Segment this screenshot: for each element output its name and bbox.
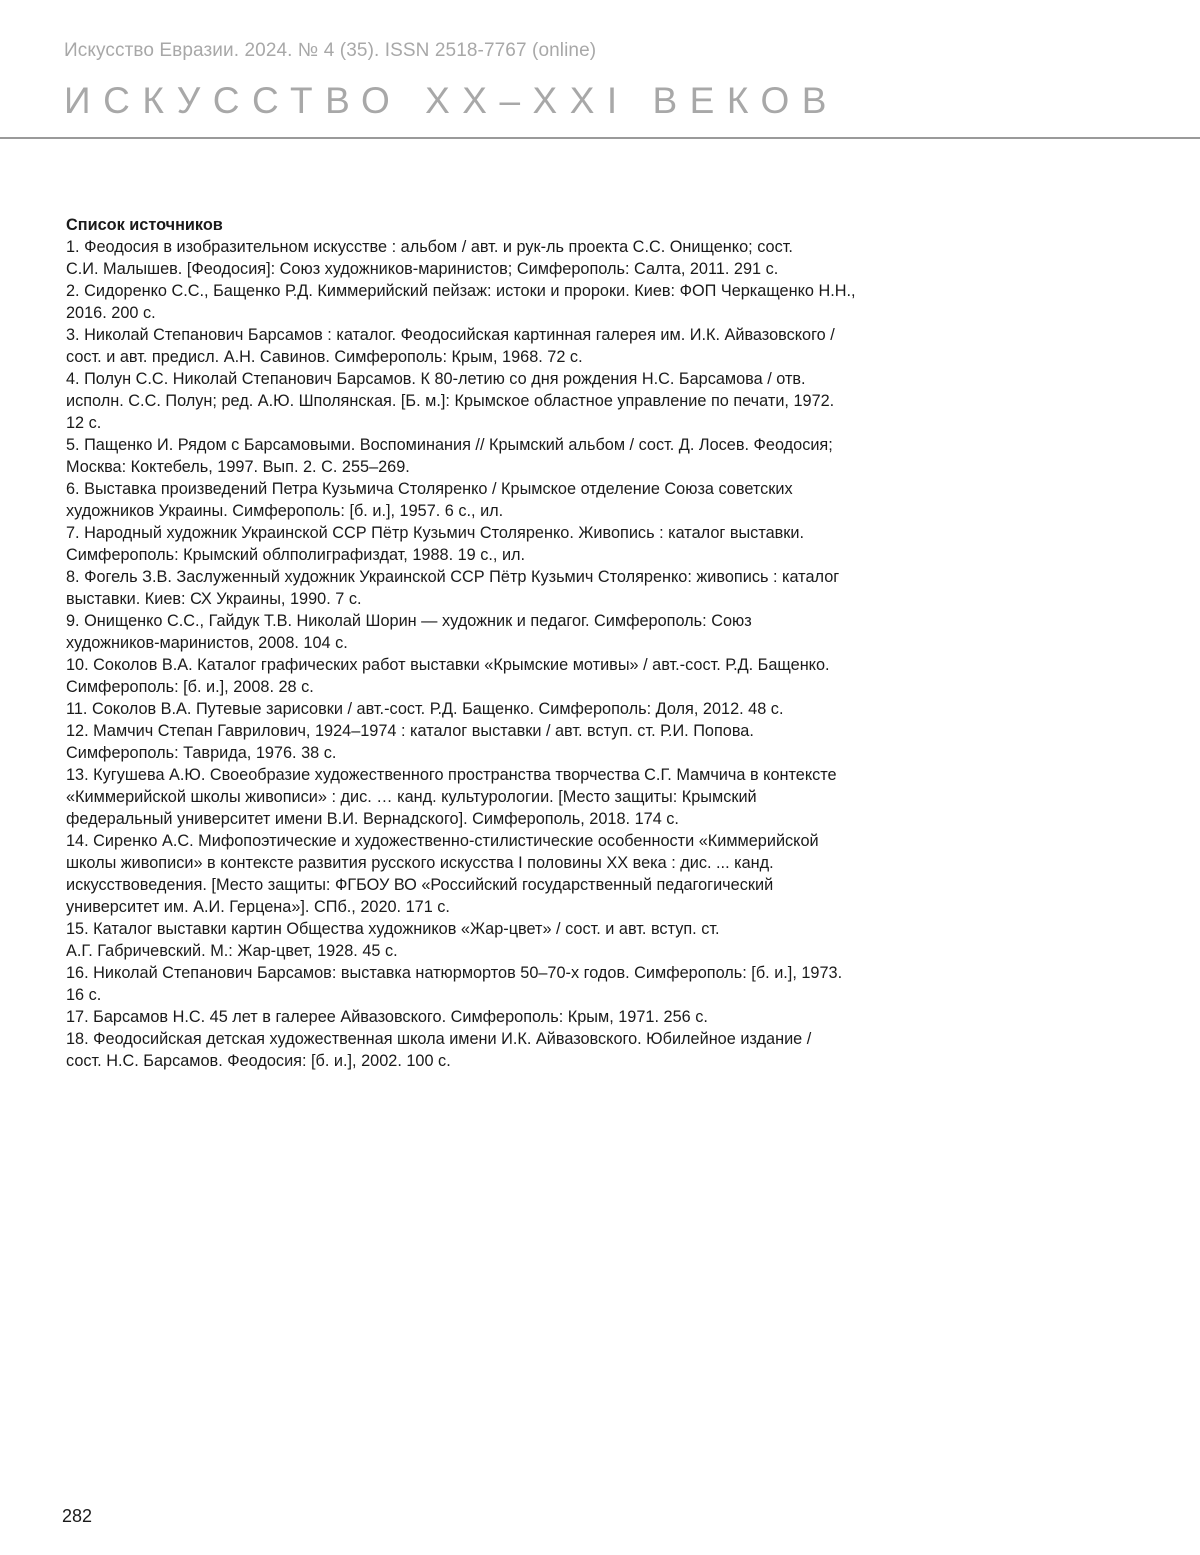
reference-line: 13. Кугушева А.Ю. Своеобразие художественного пространства творчества С.Г. Мамчича в контексте <box>66 766 837 784</box>
reference-item <box>66 610 966 654</box>
reference-item <box>66 1028 966 1072</box>
reference-item <box>66 368 966 434</box>
reference-line: 2. Сидоренко С.С., Бащенко Р.Д. Киммерийский пейзаж: истоки и пророки. Киев: ФОП Черкащенко Н.Н., <box>66 282 856 300</box>
reference-line: 3. Николай Степанович Барсамов : каталог. Феодосийская картинная галерея им. И.К. Айвазовского / <box>66 326 835 344</box>
reference-line: школы живописи» в контексте развития русского искусства I половины XX века : дис. ... канд. <box>66 854 774 872</box>
reference-line: художников Украины. Симферополь: [б. и.], 1957. 6 с., ил. <box>66 502 504 520</box>
reference-line: 10. Соколов В.А. Каталог графических работ выставки «Крымские мотивы» / авт.-сост. Р.Д. Бащенко. <box>66 656 830 674</box>
reference-line: «Киммерийской школы живописи» : дис. … канд. культурологии. [Место защиты: Крымский <box>66 788 757 806</box>
reference-item <box>66 918 966 962</box>
reference-line: 17. Барсамов Н.С. 45 лет в галерее Айвазовского. Симферополь: Крым, 1971. 256 с. <box>66 1008 708 1026</box>
reference-line: 12 с. <box>66 414 102 432</box>
reference-line: 5. Пащенко И. Рядом с Барсамовыми. Воспоминания // Крымский альбом / сост. Д. Лосев. Феодосия; <box>66 436 833 454</box>
header-divider <box>0 137 1200 139</box>
reference-item <box>66 478 966 522</box>
reference-item <box>66 830 966 918</box>
reference-line: выставки. Киев: СХ Украины, 1990. 7 с. <box>66 590 362 608</box>
reference-line: исполн. С.С. Полун; ред. А.Ю. Шполянская. [Б. м.]: Крымское областное управление по печати, 1972. <box>66 392 835 410</box>
reference-line: 9. Онищенко С.С., Гайдук Т.В. Николай Шорин — художник и педагог. Симферополь: Союз <box>66 612 752 630</box>
reference-item <box>66 720 966 764</box>
reference-item <box>66 566 966 610</box>
reference-line: 4. Полун С.С. Николай Степанович Барсамов. К 80-летию со дня рождения Н.С. Барсамова / отв. <box>66 370 806 388</box>
reference-item <box>66 522 966 566</box>
reference-line: 14. Сиренко А.С. Мифопоэтические и художественно-стилистические особенности «Киммерийской <box>66 832 819 850</box>
reference-line: Симферополь: Таврида, 1976. 38 с. <box>66 744 337 762</box>
reference-line: 11. Соколов В.А. Путевые зарисовки / авт.-сост. Р.Д. Бащенко. Симферополь: Доля, 2012. 48 с. <box>66 700 784 718</box>
reference-line: С.И. Малышев. [Феодосия]: Союз художников-маринистов; Симферополь: Салта, 2011. 291 с. <box>66 260 779 278</box>
reference-line: Симферополь: Крымский облполиграфиздат, 1988. 19 с., ил. <box>66 546 526 564</box>
reference-line: 18. Феодосийская детская художественная школа имени И.К. Айвазовского. Юбилейное издание / <box>66 1030 812 1048</box>
reference-line: А.Г. Габричевский. М.: Жар-цвет, 1928. 45 с. <box>66 942 398 960</box>
reference-line: 15. Каталог выставки картин Общества художников «Жар-цвет» / сост. и авт. вступ. ст. <box>66 920 720 938</box>
section-title: ИСКУССТВО XX–XXI ВЕКОВ <box>64 80 839 121</box>
reference-line: 6. Выставка произведений Петра Кузьмича Столяренко / Крымское отделение Союза советских <box>66 480 793 498</box>
reference-line: искусствоведения. [Место защиты: ФГБОУ ВО «Российский государственный педагогический <box>66 876 774 894</box>
reference-line: Москва: Коктебель, 1997. Вып. 2. С. 255–269. <box>66 458 410 476</box>
reference-item <box>66 654 966 698</box>
reference-item <box>66 764 966 830</box>
reference-item <box>66 280 966 324</box>
reference-line: сост. и авт. предисл. А.Н. Савинов. Симферополь: Крым, 1968. 72 с. <box>66 348 583 366</box>
reference-line: 2016. 200 с. <box>66 304 156 322</box>
reference-item <box>66 434 966 478</box>
reference-list-section <box>66 214 966 1072</box>
reference-line: 16. Николай Степанович Барсамов: выставка натюрмортов 50–70-х годов. Симферополь: [б. и.], 1973. <box>66 964 843 982</box>
reference-line: 16 с. <box>66 986 102 1004</box>
reference-list <box>66 236 966 1072</box>
reference-list-heading: Список источников <box>66 216 223 234</box>
reference-line: 1. Феодосия в изобразительном искусстве : альбом / авт. и рук-ль проекта С.С. Онищенко; сост. <box>66 238 793 256</box>
reference-item <box>66 1006 966 1028</box>
reference-item <box>66 962 966 1006</box>
reference-line: 8. Фогель З.В. Заслуженный художник Украинской ССР Пётр Кузьмич Столяренко: живопись : каталог <box>66 568 840 586</box>
reference-line: университет им. А.И. Герцена»]. СПб., 2020. 171 с. <box>66 898 450 916</box>
reference-line: художников-маринистов, 2008. 104 с. <box>66 634 348 652</box>
page-number: 282 <box>62 1506 93 1526</box>
reference-line: 7. Народный художник Украинской ССР Пётр Кузьмич Столяренко. Живопись : каталог выставки. <box>66 524 805 542</box>
reference-item <box>66 236 966 280</box>
reference-line: сост. Н.С. Барсамов. Феодосия: [б. и.], 2002. 100 с. <box>66 1052 451 1070</box>
running-head: Искусство Евразии. 2024. № 4 (35). ISSN 2518-7767 (online) <box>64 40 597 61</box>
reference-item <box>66 698 966 720</box>
reference-line: 12. Мамчич Степан Гаврилович, 1924–1974 : каталог выставки / авт. вступ. ст. Р.И. Попова. <box>66 722 754 740</box>
reference-item <box>66 324 966 368</box>
reference-line: Симферополь: [б. и.], 2008. 28 с. <box>66 678 314 696</box>
reference-line: федеральный университет имени В.И. Вернадского]. Симферополь, 2018. 174 с. <box>66 810 679 828</box>
